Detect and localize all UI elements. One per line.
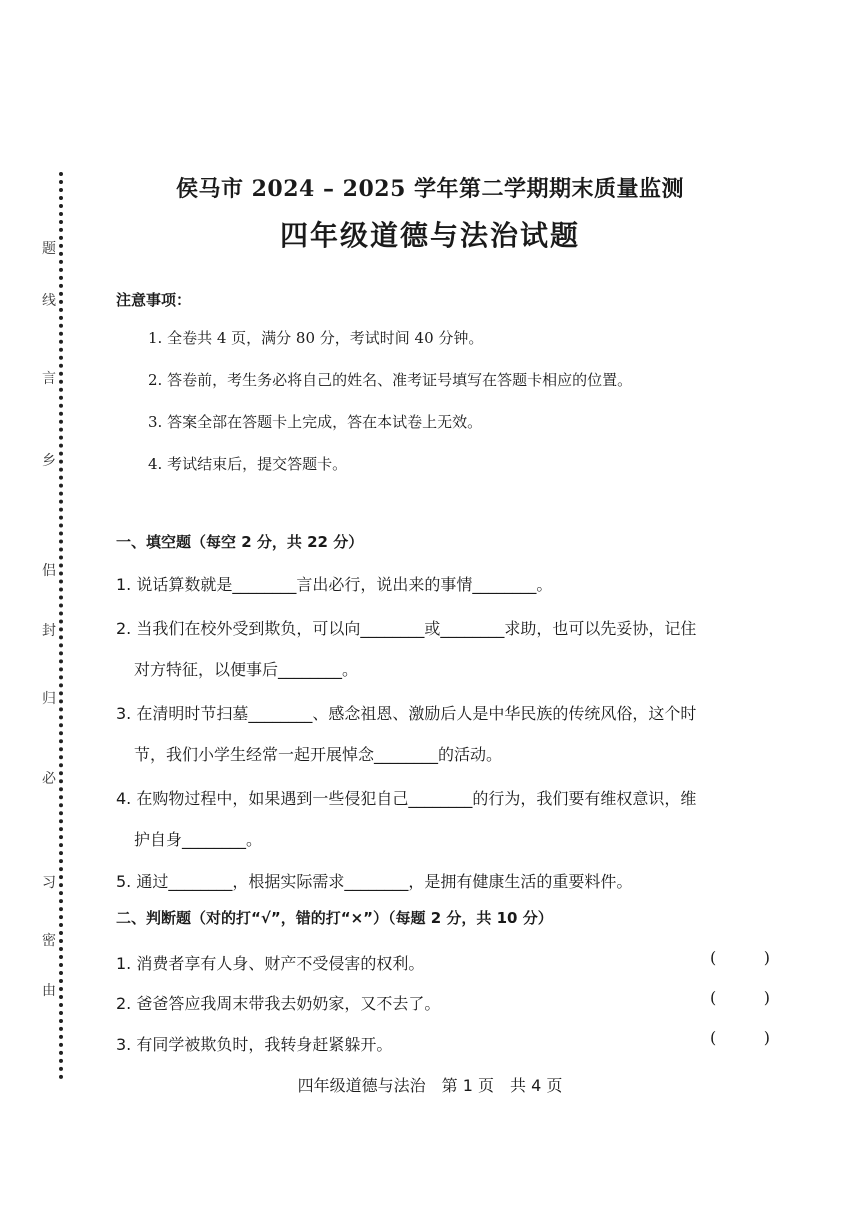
notice-heading: 注意事项： [116,291,192,309]
exam-title-line1: 侯马市 2024 – 2025 学年第二学期期末质量监测 [175,176,685,202]
fill-question-4: 4. 在购物过程中，如果遇到一些侵犯自己________的行为，我们要有维权意识，维 [116,789,697,808]
notice-item: 3. 答案全部在答题卡上完成，答在本试卷上无效。 [148,413,483,431]
binding-char: 线 [42,293,56,309]
fill-question-1: 1. 说话算数就是________言出必行，说出来的事情________。 [116,575,553,594]
binding-char: 乡 [42,453,56,469]
notice-item: 4. 考试结束后，提交答题卡。 [148,455,348,473]
section2-heading: 二、判断题（对的打“√”，错的打“×”）（每题 2 分，共 10 分） [116,909,553,927]
binding-char: 密 [42,933,56,949]
bracket-close: ) [763,948,770,967]
notice-item: 1. 全卷共 4 页，满分 80 分，考试时间 40 分钟。 [148,329,484,347]
binding-char: 必 [42,771,56,787]
binding-char: 归 [42,691,56,707]
fill-question-2: 2. 当我们在校外受到欺负，可以向________或________求助，也可以先妥协，记住 [116,619,697,638]
binding-char: 习 [42,875,56,891]
page-footer: 四年级道德与法治 第 1 页 共 4 页 [297,1076,563,1095]
answer-brackets [710,988,770,1007]
bracket-open: ( [710,988,717,1007]
judge-question-3: 3. 有同学被欺负时，我转身赶紧躲开。 [116,1035,393,1054]
binding-char: 言 [42,371,56,387]
binding-char: 侣 [42,563,56,579]
section1-heading: 一、填空题（每空 2 分，共 22 分） [116,533,364,551]
notice-list [148,326,632,494]
fill-question-5: 5. 通过________，根据实际需求________，是拥有健康生活的重要料件。 [116,872,633,891]
answer-brackets [710,948,770,967]
notice-item: 2. 答卷前，考生务必将自己的姓名、准考证号填写在答题卡相应的位置。 [148,371,633,389]
binding-char: 题 [42,241,56,257]
fill-question-4-cont: 护自身________。 [134,830,263,849]
bracket-close: ) [763,988,770,1007]
bracket-open: ( [710,948,717,967]
exam-title-line2: 四年级道德与法治试题 [279,219,580,252]
answer-brackets [710,1028,770,1047]
fill-question-3: 3. 在清明时节扫墓________、感念祖恩、激励后人是中华民族的传统风俗，这个时 [116,704,697,723]
bracket-close: ) [763,1028,770,1047]
judge-question-2: 2. 爸爸答应我周末带我去奶奶家，又不去了。 [116,994,441,1013]
bracket-open: ( [710,1028,717,1047]
judge-question-1: 1. 消费者享有人身、财产不受侵害的权利。 [116,954,425,973]
fill-question-3-cont: 节，我们小学生经常一起开展悼念________的活动。 [134,745,503,764]
binding-char: 封 [42,623,56,639]
binding-char: 由 [42,983,56,999]
fill-question-2-cont: 对方特征，以便事后________。 [134,660,359,679]
